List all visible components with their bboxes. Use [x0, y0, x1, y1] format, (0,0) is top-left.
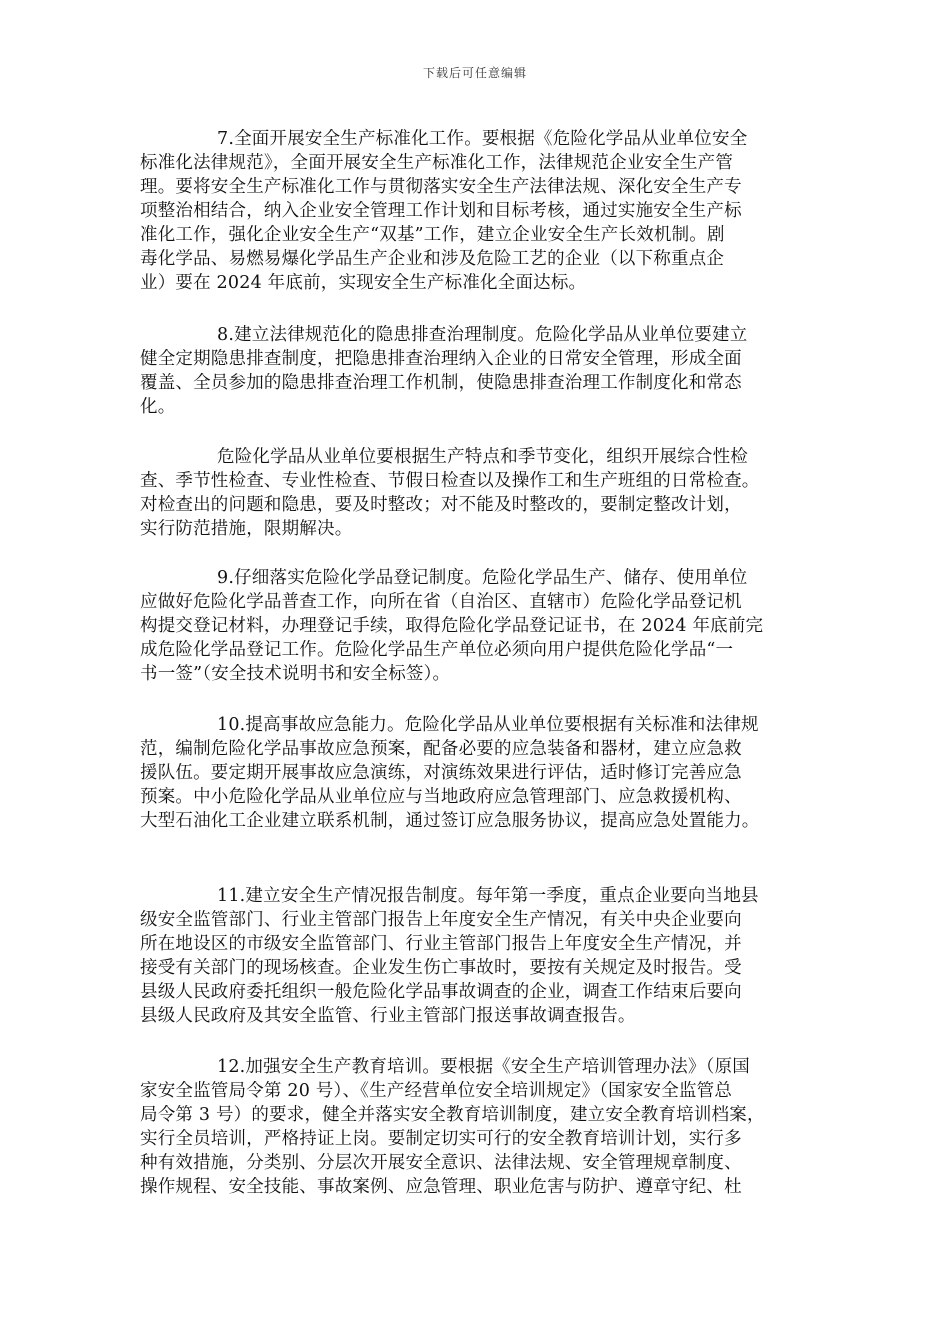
text-line: 11.建立安全生产情况报告制度。每年第一季度，重点企业要向当地县 — [217, 886, 759, 906]
text-line: 家安全监管局令第 20 号）、《生产经营单位安全培训规定》（国家安全监管总 — [140, 1081, 733, 1101]
text-line: 县级人民政府委托组织一般危险化学品事故调查的企业，调查工作结束后要向 — [140, 982, 742, 1002]
paragraph-10 — [140, 713, 810, 833]
paragraph-8-continued — [140, 445, 810, 541]
text-line: 对检查出的问题和隐患，要及时整改；对不能及时整改的，要制定整改计划， — [140, 495, 742, 515]
text-line: 成危险化学品登记工作。危险化学品生产单位必须向用户提供危险化学品“一 — [140, 640, 734, 660]
text-line: 级安全监管部门、行业主管部门报告上年度安全生产情况，有关中央企业要向 — [140, 910, 742, 930]
text-line: 接受有关部门的现场核查。企业发生伤亡事故时，要按有关规定及时报告。受 — [140, 958, 742, 978]
text-line: 应做好危险化学品普查工作，向所在省（自治区、直辖市）危险化学品登记机 — [140, 592, 742, 612]
paragraph-11 — [140, 884, 810, 1028]
paragraph-8 — [140, 323, 810, 419]
text-line: 健全定期隐患排查制度，把隐患排查治理纳入企业的日常安全管理，形成全面 — [140, 349, 742, 369]
text-line: 标准化法律规范》，全面开展安全生产标准化工作，法律规范企业安全生产管 — [140, 153, 734, 173]
text-line: 实行防范措施，限期解决。 — [140, 519, 353, 539]
text-line: 化。 — [140, 397, 176, 417]
text-line: 7.全面开展安全生产标准化工作。要根据《危险化学品从业单位安全 — [217, 129, 748, 149]
text-line: 8.建立法律规范化的隐患排查治理制度。危险化学品从业单位要建立 — [217, 325, 748, 345]
text-line: 书一签”（安全技术说明书和安全标签）。 — [140, 664, 451, 684]
text-line: 危险化学品从业单位要根据生产特点和季节变化，组织开展综合性检 — [217, 447, 748, 467]
text-line: 项整治相结合，纳入企业安全管理工作计划和目标考核，通过实施安全生产标 — [140, 201, 742, 221]
text-line: 查、季节性检查、专业性检查、节假日检查以及操作工和生产班组的日常检查。 — [140, 471, 760, 491]
text-line: 实行全员培训，严格持证上岗。要制定切实可行的安全教育培训计划，实行多 — [140, 1129, 742, 1149]
paragraph-9 — [140, 566, 810, 686]
text-line: 10.提高事故应急能力。危险化学品从业单位要根据有关标准和法律规 — [217, 715, 759, 735]
text-line: 构提交登记材料，办理登记手续，取得危险化学品登记证书，在 2024 年底前完 — [140, 616, 764, 636]
text-line: 毒化学品、易燃易爆化学品生产企业和涉及危险工艺的企业（以下称重点企 — [140, 249, 725, 269]
text-line: 预案。中小危险化学品从业单位应与当地政府应急管理部门、应急救援机构、 — [140, 787, 742, 807]
text-line: 业）要在 2024 年底前，实现安全生产标准化全面达标。 — [140, 273, 587, 293]
paragraph-12 — [140, 1055, 810, 1199]
text-line: 所在地设区的市级安全监管部门、行业主管部门报告上年度安全生产情况，并 — [140, 934, 742, 954]
text-line: 援队伍。要定期开展事故应急演练，对演练效果进行评估，适时修订完善应急 — [140, 763, 742, 783]
text-line: 种有效措施，分类别、分层次开展安全意识、法律法规、安全管理规章制度、 — [140, 1153, 742, 1173]
text-line: 理。要将安全生产标准化工作与贯彻落实安全生产法律法规、深化安全生产专 — [140, 177, 742, 197]
page-header: 下载后可任意编辑 — [422, 66, 527, 80]
text-line: 范，编制危险化学品事故应急预案，配备必要的应急装备和器材，建立应急救 — [140, 739, 742, 759]
text-line: 9.仔细落实危险化学品登记制度。危险化学品生产、储存、使用单位 — [217, 568, 748, 588]
text-line: 覆盖、全员参加的隐患排查治理工作机制，使隐患排查治理工作制度化和常态 — [140, 373, 742, 393]
text-line: 局令第 3 号）的要求，健全并落实安全教育培训制度，建立安全教育培训档案， — [140, 1105, 765, 1125]
text-line: 12.加强安全生产教育培训。要根据《安全生产培训管理办法》（原国 — [217, 1057, 750, 1077]
text-line: 大型石油化工企业建立联系机制，通过签订应急服务协议，提高应急处置能力。 — [140, 811, 760, 831]
text-line: 县级人民政府及其安全监管、行业主管部门报送事故调查报告。 — [140, 1006, 636, 1026]
paragraph-7 — [140, 127, 810, 295]
text-line: 操作规程、安全技能、事故案例、应急管理、职业危害与防护、遵章守纪、杜 — [140, 1177, 742, 1197]
text-line: 准化工作，强化企业安全生产“双基”工作，建立企业安全生产长效机制。剧 — [140, 225, 725, 245]
